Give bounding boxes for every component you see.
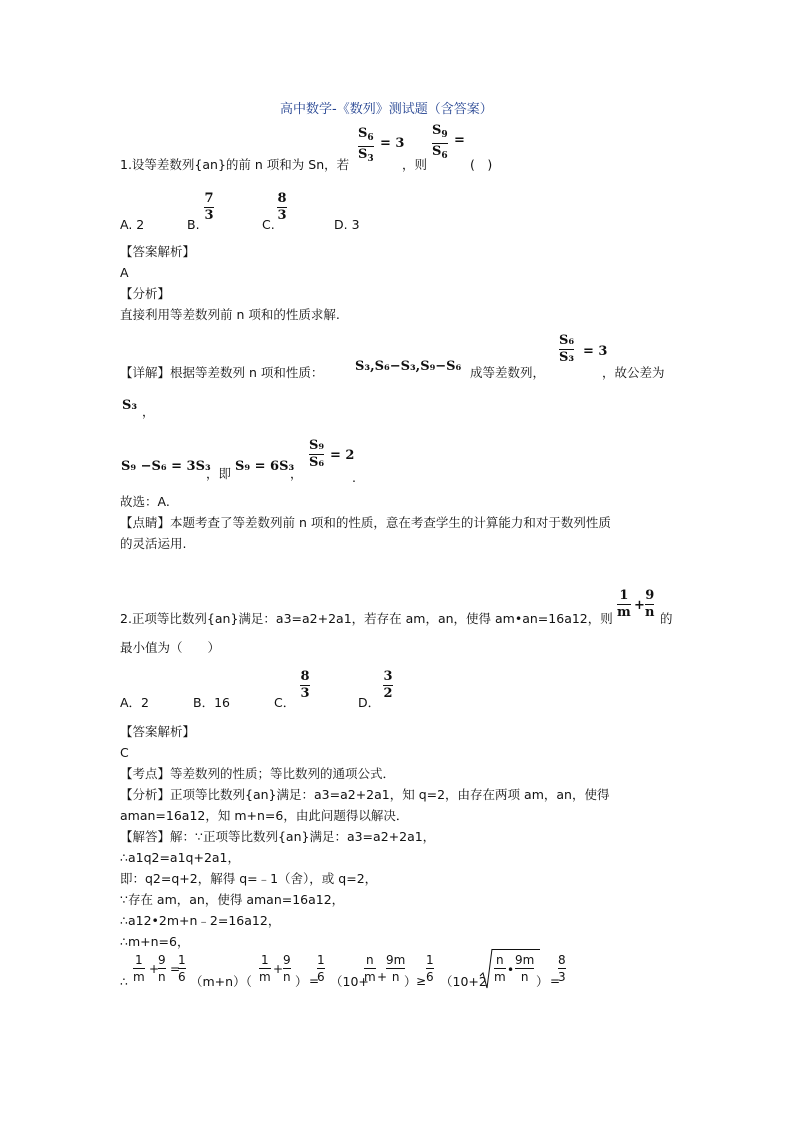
q1-conclusion: 故选：A.: [120, 494, 170, 509]
q1-line2-eq: = 2: [330, 448, 355, 463]
q2-answer: C: [120, 745, 129, 760]
q2-analysis-line2: aman=16a12，知 m+n=6，由此问题得以解决．: [120, 808, 409, 823]
q2-option-b: B．16: [193, 695, 230, 710]
q2-final-plus-2: +: [273, 962, 284, 976]
q2-final-f11-den: n: [520, 970, 529, 984]
q2-solution-line1: 【解答】解：∵正项等比数列{an}满足：a3=a2+2a1，: [120, 829, 436, 844]
q2-stem-fraction-1: [617, 589, 631, 620]
q1-detail-seq: S₃,S₆−S₃,S₉−S₆: [355, 359, 462, 374]
q2-final-f5-den: n: [283, 970, 291, 984]
q2-final-frac-12: [558, 953, 566, 984]
q2-option-a: A．2: [120, 695, 150, 710]
q2-final-f7-den: m: [364, 970, 376, 984]
q1-paren: ( ): [470, 157, 493, 172]
q1-detail-part1: 【详解】根据等差数列 n 项和性质：: [120, 365, 324, 380]
q2-final-f12-num: 8: [558, 953, 566, 967]
q2-stem-plus: +: [634, 598, 645, 613]
q1-ask-den: S: [432, 144, 442, 159]
q1-option-b-den: 3: [204, 208, 214, 223]
q2-solution-line5: ∴a12•2m+n﹣2=16a12，: [120, 913, 281, 928]
q2-solution-line3: 即：q2=q+2，解得 q=﹣1（舍），或 q=2，: [120, 871, 378, 886]
q2-final-eq-3: =: [550, 974, 561, 988]
q1-line2-comma: ，: [290, 466, 303, 481]
q2-final-close-1: ）: [295, 974, 308, 989]
q2-final-f8-den: n: [391, 970, 400, 984]
q2-option-c-label: C．: [274, 695, 296, 710]
q1-analysis-heading: 【分析】: [120, 286, 171, 301]
q2-analysis-line1: 【分析】正项等比数列{an}满足：a3=a2+2a1，知 q=2，由存在两项 am，an，使得: [120, 787, 610, 802]
q1-option-b-num: 7: [204, 191, 214, 206]
q2-final-f10-den: m: [494, 970, 506, 984]
q1-detail-part2: 成等差数列，: [470, 365, 546, 380]
q2-option-d-num: 3: [383, 669, 393, 684]
q1-line2-eq1: S₉ −S₆ = 3S₃: [121, 459, 211, 474]
q2-final-frac-11: [515, 953, 534, 984]
q2-final-dot: •: [507, 963, 515, 977]
q1-detail-e: ，: [142, 404, 155, 419]
q2-solution-line6: ∴m+n=6，: [120, 934, 190, 949]
q1-remark-line1: 【点睛】本题考查了等差数列前 n 项和的性质，意在考查学生的计算能力和对于数列性质: [120, 515, 611, 530]
q1-stem-part2: ，则: [402, 157, 428, 172]
q2-option-c-den: 3: [300, 686, 310, 701]
q1-ask-num-sub: 9: [441, 130, 448, 140]
q2-f2-num: 9: [645, 588, 655, 603]
q2-final-plus-3: +: [377, 970, 388, 984]
q1-option-b-label: B.: [187, 217, 200, 232]
q1-cond-den: S: [358, 147, 368, 162]
q2-option-c-fraction: [300, 670, 310, 701]
q2-option-d-den: 2: [383, 686, 393, 701]
q1-detail-frac-den: S₃: [559, 350, 575, 365]
q2-final-f9-den: 6: [426, 970, 434, 984]
q1-ask-eq: =: [454, 133, 465, 148]
q1-cond-num: S: [358, 126, 368, 141]
q2-final-f4-den: m: [259, 970, 271, 984]
q2-stem-line1: 2.正项等比数列{an}满足：a3=a2+2a1，若存在 am，an，使得 am•an=16a12，则: [120, 611, 613, 626]
q2-final-ge: ≥: [416, 974, 427, 988]
q2-final-close-3: ）: [536, 974, 549, 989]
q2-final-f3-den: 6: [178, 970, 186, 984]
q2-final-frac-6: [317, 953, 325, 984]
q1-line2-eq2: S₉ = 6S₃: [235, 459, 295, 474]
q2-stem-end: 的: [660, 611, 673, 626]
q2-final-frac-10: [494, 953, 506, 984]
q1-remark-line2: 的灵活运用.: [120, 536, 187, 551]
q2-f1-den: m: [617, 605, 631, 620]
q2-solution-line2: ∴a1q2=a1q+2a1，: [120, 850, 241, 865]
q2-final-f11-num: 9m: [515, 953, 535, 967]
q1-option-d: D. 3: [334, 217, 360, 232]
q2-final-ten: （10+: [330, 974, 369, 989]
q2-final-mn: （m+n）（: [190, 974, 252, 989]
q2-option-d-fraction: [383, 670, 393, 701]
q2-final-eq-1: =: [170, 962, 181, 976]
q1-detail-part3: ，故公差为: [602, 365, 665, 380]
q2-option-d-label: D．: [358, 695, 381, 710]
q2-final-frac-5: [283, 953, 291, 984]
sqrt-sign-icon: [479, 948, 493, 990]
q2-final-tentwo: （10+2: [440, 974, 487, 989]
q2-final-plus-1: +: [149, 962, 160, 976]
q2-final-f2-den: n: [158, 970, 166, 984]
q2-final-f1-den: m: [133, 970, 145, 984]
q2-final-f6-den: 6: [317, 970, 325, 984]
q2-kaodian: 【考点】等差数列的性质；等比数列的通项公式．: [120, 766, 396, 781]
q1-line2-den: S₆: [309, 455, 325, 470]
q2-final-f8-num: 9m: [386, 953, 406, 967]
q2-f1-num: 1: [619, 588, 629, 603]
q1-line2-end: .: [352, 470, 356, 485]
q1-cond-num-sub: 6: [367, 133, 374, 143]
q1-condition-fraction: [358, 127, 374, 166]
q1-detail-d: S₃: [122, 398, 138, 413]
q1-option-c-den: 3: [277, 208, 287, 223]
q2-final-frac-4: [259, 953, 271, 984]
q1-analysis: 直接利用等差数列前 n 项和的性质求解.: [120, 307, 340, 322]
q2-final-f4-num: 1: [261, 953, 269, 967]
q2-final-frac-2: [158, 953, 166, 984]
q1-answer-heading: 【答案解析】: [120, 244, 196, 259]
q1-cond-den-sub: 3: [367, 154, 374, 164]
q2-final-frac-9: [426, 953, 434, 984]
q2-final-f3-num: 1: [178, 953, 186, 967]
q2-final-frac-1: [133, 953, 145, 984]
q2-answer-heading: 【答案解析】: [120, 724, 196, 739]
q1-option-c-label: C.: [262, 217, 275, 232]
q2-final-f2-num: 9: [158, 953, 166, 967]
q2-final-f1-num: 1: [135, 953, 143, 967]
q2-final-f5-num: 9: [283, 953, 291, 967]
q1-detail-frac-num: S₆: [559, 333, 575, 348]
q1-detail-fraction: [559, 334, 574, 365]
q2-stem-line2: 最小值为（ ）: [120, 640, 221, 655]
q2-final-frac-3: [178, 953, 186, 984]
q1-option-c-num: 8: [277, 191, 287, 206]
q2-option-c-num: 8: [300, 669, 310, 684]
q2-final-f10-num: n: [496, 953, 504, 967]
q1-option-b-fraction: [204, 192, 214, 223]
q2-final-f7-num: n: [366, 953, 374, 967]
sqrt-overline: [492, 949, 540, 950]
q1-option-c-fraction: [277, 192, 287, 223]
q2-f2-den: n: [645, 605, 655, 620]
q2-final-close-2: ）: [404, 974, 417, 989]
q1-detail-eq: = 3: [583, 344, 608, 359]
q2-final-f12-den: 3: [558, 970, 566, 984]
q2-stem-fraction-2: [645, 589, 654, 620]
q1-line2-ji: ，即: [206, 466, 232, 481]
q1-line2-num: S₉: [309, 438, 325, 453]
q2-final-therefore: ∴: [120, 974, 128, 989]
q2-final-frac-7: [364, 953, 376, 984]
q2-final-frac-8: [386, 953, 405, 984]
q1-ask-num: S: [432, 123, 442, 138]
q2-final-f6-num: 1: [317, 953, 325, 967]
q2-final-f9-num: 1: [426, 953, 434, 967]
q1-condition-eq: = 3: [380, 136, 405, 151]
page-title: 高中数学-《数列》测试题（含答案）: [280, 102, 493, 117]
q1-ask-fraction: [432, 124, 448, 163]
q2-solution-line4: ∵存在 am，an，使得 aman=16a12，: [120, 892, 345, 907]
q1-line2-fraction: [309, 439, 324, 470]
q1-answer: A: [120, 265, 129, 280]
q1-stem-part1: 1.设等差数列{an}的前 n 项和为 Sn，若: [120, 157, 350, 172]
q1-ask-den-sub: 6: [441, 151, 448, 161]
q2-final-eq-2: =: [309, 974, 320, 988]
q1-option-a: A. 2: [120, 217, 145, 232]
